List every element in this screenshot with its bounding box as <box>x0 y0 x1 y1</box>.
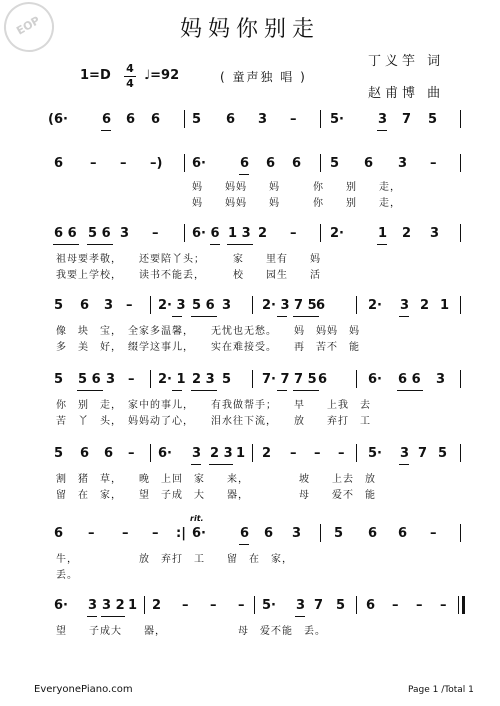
note: 7 <box>418 446 428 461</box>
note: 5· <box>262 598 276 613</box>
note: 5 <box>222 372 232 387</box>
underline <box>87 616 97 617</box>
bar-line <box>320 524 321 542</box>
underline <box>101 130 111 131</box>
lyric-line-1: 牛， 放 弃打 工 留 在 家， <box>56 554 293 565</box>
underline <box>239 174 249 175</box>
note: 6 <box>151 112 161 127</box>
bar-line <box>184 110 185 128</box>
note: 6 6 <box>398 372 421 387</box>
repeat-sign: :| <box>176 526 186 541</box>
note: 3 <box>378 112 388 127</box>
underline <box>295 616 305 617</box>
lyric-line-1: 祖母要孝敬， 还要陪丫头； 家 里有 妈 <box>56 254 321 265</box>
bar-line <box>356 370 357 388</box>
song-title: 妈妈你别走 <box>179 17 320 42</box>
note: 2· <box>368 298 382 313</box>
note: 6· 6 <box>192 226 220 241</box>
note: 2 <box>420 298 430 313</box>
note: 1 <box>440 298 450 313</box>
note: – <box>392 598 399 613</box>
note: – <box>290 226 297 241</box>
ritardando-mark: rit. <box>190 514 204 523</box>
bar-line <box>252 370 253 388</box>
note: 6· <box>54 598 68 613</box>
key-signature: 1=D <box>80 68 111 83</box>
composer-credit: 赵甫博 曲 <box>368 86 445 101</box>
bar-line <box>460 224 461 242</box>
lyric-line-2: 丢。 <box>56 570 78 581</box>
bar-line <box>252 444 253 462</box>
note: – <box>88 526 95 541</box>
underline <box>293 316 319 317</box>
lyric-line-2: 妈 妈妈 妈 你 别 走， <box>192 198 401 209</box>
note: 6· <box>192 156 206 171</box>
note: 6 <box>318 372 328 387</box>
underline <box>53 244 79 245</box>
bar-line <box>460 154 461 172</box>
tempo-marking: ♩=92 <box>144 68 180 83</box>
underline <box>101 616 125 617</box>
underline <box>191 464 201 465</box>
note: 7 5 <box>294 372 317 387</box>
note: 1 <box>236 446 246 461</box>
note: 5 6 <box>78 372 101 387</box>
underline <box>227 244 253 245</box>
lyricist-credit: 丁义竽 词 <box>368 54 445 69</box>
note: – <box>210 598 217 613</box>
performance-note: ( 童声独 唱 ) <box>220 70 307 84</box>
note: 3 <box>88 598 98 613</box>
underline <box>399 316 409 317</box>
note: 6 <box>126 112 136 127</box>
note: 5· <box>330 112 344 127</box>
note: 3 <box>222 298 232 313</box>
bar-line <box>252 296 253 314</box>
underline <box>399 464 409 465</box>
underline <box>377 130 387 131</box>
note: 5· <box>368 446 382 461</box>
note: 6 <box>102 112 112 127</box>
note: – <box>430 526 437 541</box>
note: 7 <box>402 112 412 127</box>
note: 5 <box>438 446 448 461</box>
bar-line <box>458 596 459 614</box>
bar-line <box>460 110 461 128</box>
note: 5 <box>428 112 438 127</box>
note: – <box>430 156 437 171</box>
note: 3 <box>398 156 408 171</box>
bar-line <box>320 154 321 172</box>
note: 5 <box>192 112 202 127</box>
note: 7· 7 <box>262 372 290 387</box>
note: 6 <box>54 526 64 541</box>
note: –) <box>150 156 163 171</box>
note: – <box>122 526 129 541</box>
note: – <box>152 226 159 241</box>
note: – <box>182 598 189 613</box>
eop-logo: EOP <box>0 0 63 61</box>
note: 2 3 <box>192 372 215 387</box>
note: – <box>90 156 97 171</box>
note: – <box>152 526 159 541</box>
note: 6 <box>316 298 326 313</box>
bar-line <box>150 370 151 388</box>
bar-line <box>320 110 321 128</box>
score <box>0 110 500 637</box>
lyric-line-2: 苦 丫 头， 妈妈动了心， 泪水往下流， 放 弃打 工 <box>56 416 371 427</box>
note: 3 2 <box>102 598 125 613</box>
lyric-line-1: 你 别 走， 家中的事儿， 有我做帮手； 早 上我 去 <box>56 400 371 411</box>
lyric-line-1: 妈 妈妈 妈 你 别 走， <box>192 182 401 193</box>
bar-line <box>184 154 185 172</box>
note: 6· <box>192 526 206 541</box>
note: 6 6 <box>54 226 77 241</box>
note: 6· <box>158 446 172 461</box>
note: 3 <box>292 526 302 541</box>
bar-line <box>320 224 321 242</box>
bar-line <box>460 370 461 388</box>
note: 6 <box>54 156 64 171</box>
note: – <box>440 598 447 613</box>
note: – <box>416 598 423 613</box>
note: – <box>128 446 135 461</box>
note: 6 <box>364 156 374 171</box>
note: – <box>120 156 127 171</box>
note: 5 6 <box>192 298 215 313</box>
note: 2· 3 <box>158 298 186 313</box>
note: 2 3 <box>210 446 233 461</box>
note: 5 <box>54 446 64 461</box>
underline <box>239 544 249 545</box>
time-signature-top: 4 <box>126 62 134 75</box>
note: 6 <box>80 446 90 461</box>
note: 2 <box>258 226 268 241</box>
underline <box>191 390 217 391</box>
note: 7 5 <box>294 298 317 313</box>
note: 6 <box>80 298 90 313</box>
note: 3 <box>106 372 116 387</box>
underline <box>87 244 113 245</box>
note: 3 <box>436 372 446 387</box>
lyric-line-2: 多 美 好， 缀学这事儿， 实在难接受。 再 苦不 能 <box>56 342 360 353</box>
note: 3 <box>400 298 410 313</box>
bar-line <box>254 596 255 614</box>
bar-line <box>144 596 145 614</box>
note: 2· 3 <box>262 298 290 313</box>
bar-line <box>356 444 357 462</box>
note: 3 <box>104 298 114 313</box>
note: 3 <box>258 112 268 127</box>
note: 3 <box>400 446 410 461</box>
note: 7 <box>314 598 324 613</box>
note: 6 <box>226 112 236 127</box>
lyric-line-2: 留 在 家， 望 子成 大 器， 母 爱不 能 <box>56 490 376 501</box>
footer-page-count: Page 1 /Total 1 <box>408 685 474 695</box>
note: 2· 1 <box>158 372 186 387</box>
bar-line <box>150 296 151 314</box>
note: 6 <box>264 526 274 541</box>
underline <box>210 244 220 245</box>
note: 3 <box>120 226 130 241</box>
note: 6 <box>240 156 250 171</box>
note: 5 <box>336 598 346 613</box>
note: 3 <box>296 598 306 613</box>
note: 1 <box>128 598 138 613</box>
note: 2 <box>152 598 162 613</box>
note: 6 <box>398 526 408 541</box>
underline <box>277 390 287 391</box>
bar-line <box>184 224 185 242</box>
bar-line <box>356 296 357 314</box>
note: – <box>290 446 297 461</box>
note: – <box>314 446 321 461</box>
note: – <box>290 112 297 127</box>
note: 2 <box>262 446 272 461</box>
note: 1 <box>378 226 388 241</box>
note: 1 3 <box>228 226 251 241</box>
note: 6 <box>240 526 250 541</box>
underline <box>293 390 319 391</box>
final-bar-line <box>462 596 465 614</box>
note: 5 <box>54 372 64 387</box>
note: – <box>128 372 135 387</box>
bar-line <box>356 596 357 614</box>
note: 6 <box>266 156 276 171</box>
note: – <box>338 446 345 461</box>
bar-line <box>460 524 461 542</box>
lyric-line-1: 像 块 宝， 全家多温馨， 无忧也无愁。 妈 妈妈 妈 <box>56 326 360 337</box>
note: 6 <box>368 526 378 541</box>
note: 3 <box>430 226 440 241</box>
underline <box>172 316 182 317</box>
underline <box>172 390 182 391</box>
footer-site: EveryonePiano.com <box>34 684 133 695</box>
note: (6· <box>48 112 68 127</box>
note: 6· <box>368 372 382 387</box>
underline <box>191 316 217 317</box>
underline <box>77 390 103 391</box>
bar-line <box>460 296 461 314</box>
note: 5 6 <box>88 226 111 241</box>
note: 5 <box>334 526 344 541</box>
bar-line <box>150 444 151 462</box>
lyric-line-1: 割 猪 草， 晚 上回 家 来， 坡 上去 放 <box>56 474 376 485</box>
note: 6 <box>292 156 302 171</box>
underline <box>209 464 233 465</box>
note: 6 <box>104 446 114 461</box>
note: 2· <box>330 226 344 241</box>
time-signature-bottom: 4 <box>126 77 134 90</box>
lyric-line-1: 望 子成大 器， 母 爱不能 丢。 <box>56 626 326 637</box>
underline <box>397 390 423 391</box>
underline <box>277 316 287 317</box>
lyric-line-2: 我要上学校， 读书不能丢， 校 园生 活 <box>56 270 321 281</box>
underline <box>377 244 387 245</box>
note: – <box>238 598 245 613</box>
note: 2 <box>402 226 412 241</box>
note: 5 <box>330 156 340 171</box>
note: 5 <box>54 298 64 313</box>
bar-line <box>460 444 461 462</box>
note: – <box>126 298 133 313</box>
note: 3 <box>192 446 202 461</box>
note: 6 <box>366 598 376 613</box>
